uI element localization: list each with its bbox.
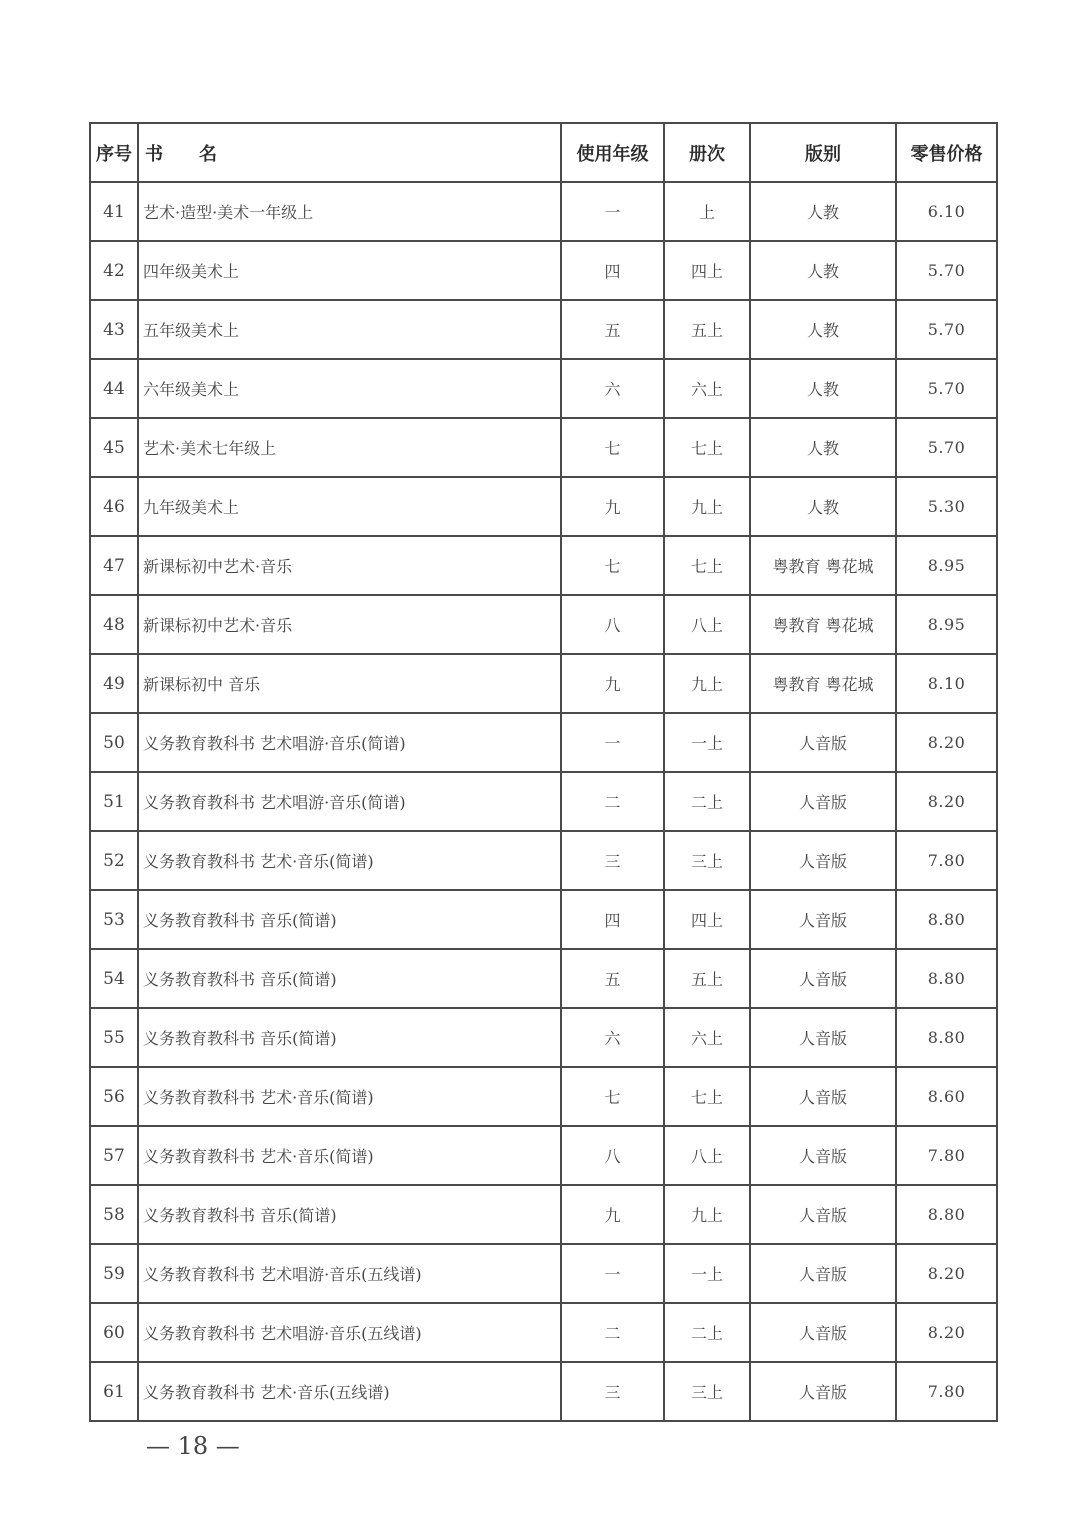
- cell-no: 48: [90, 595, 138, 654]
- cell-no: 45: [90, 418, 138, 477]
- cell-book-name: 义务教育教科书 音乐(简谱): [138, 1185, 561, 1244]
- table-row: [90, 1008, 997, 1067]
- cell-book-name: 义务教育教科书 艺术唱游·音乐(简谱): [138, 772, 561, 831]
- cell-grade: 三: [561, 1362, 664, 1421]
- cell-volume: 七上: [664, 1067, 750, 1126]
- header-no: 序号: [90, 123, 138, 182]
- cell-volume: 三上: [664, 1362, 750, 1421]
- cell-no: 47: [90, 536, 138, 595]
- cell-price: 8.95: [896, 595, 997, 654]
- cell-grade: 九: [561, 477, 664, 536]
- cell-edition: 人教: [750, 418, 896, 477]
- cell-book-name: 义务教育教科书 艺术唱游·音乐(五线谱): [138, 1303, 561, 1362]
- table-row: [90, 1303, 997, 1362]
- cell-edition: 人音版: [750, 1303, 896, 1362]
- cell-volume: 七上: [664, 418, 750, 477]
- cell-edition: 人音版: [750, 949, 896, 1008]
- table-body: [90, 182, 997, 1421]
- cell-price: 8.20: [896, 1303, 997, 1362]
- cell-edition: 人音版: [750, 772, 896, 831]
- cell-edition: 人音版: [750, 890, 896, 949]
- cell-edition: 人教: [750, 477, 896, 536]
- cell-no: 49: [90, 654, 138, 713]
- cell-grade: 二: [561, 1303, 664, 1362]
- table-row: [90, 182, 997, 241]
- cell-price: 7.80: [896, 831, 997, 890]
- table-row: [90, 654, 997, 713]
- cell-no: 44: [90, 359, 138, 418]
- cell-price: 5.70: [896, 241, 997, 300]
- cell-book-name: 六年级美术上: [138, 359, 561, 418]
- cell-no: 60: [90, 1303, 138, 1362]
- cell-edition: 人音版: [750, 1126, 896, 1185]
- cell-edition: 人音版: [750, 1008, 896, 1067]
- cell-volume: 六上: [664, 359, 750, 418]
- cell-volume: 三上: [664, 831, 750, 890]
- cell-no: 50: [90, 713, 138, 772]
- cell-volume: 九上: [664, 654, 750, 713]
- cell-grade: 一: [561, 182, 664, 241]
- table-row: [90, 1126, 997, 1185]
- cell-grade: 四: [561, 890, 664, 949]
- cell-no: 43: [90, 300, 138, 359]
- cell-book-name: 义务教育教科书 艺术·音乐(五线谱): [138, 1362, 561, 1421]
- table-row: [90, 595, 997, 654]
- cell-edition: 人教: [750, 359, 896, 418]
- cell-grade: 八: [561, 595, 664, 654]
- cell-grade: 三: [561, 831, 664, 890]
- cell-edition: 人音版: [750, 831, 896, 890]
- header-edition: 版别: [750, 123, 896, 182]
- header-name: 书 名: [138, 123, 561, 182]
- cell-grade: 九: [561, 654, 664, 713]
- cell-price: 8.20: [896, 1244, 997, 1303]
- cell-price: 8.10: [896, 654, 997, 713]
- cell-volume: 九上: [664, 477, 750, 536]
- cell-edition: 人音版: [750, 713, 896, 772]
- cell-volume: 四上: [664, 241, 750, 300]
- table-row: [90, 1362, 997, 1421]
- cell-book-name: 新课标初中艺术·音乐: [138, 595, 561, 654]
- cell-grade: 一: [561, 1244, 664, 1303]
- cell-edition: 人教: [750, 300, 896, 359]
- table-row: [90, 1244, 997, 1303]
- cell-grade: 一: [561, 713, 664, 772]
- table-row: [90, 477, 997, 536]
- table-row: [90, 300, 997, 359]
- cell-price: 8.80: [896, 949, 997, 1008]
- cell-price: 8.95: [896, 536, 997, 595]
- table-row: [90, 772, 997, 831]
- cell-grade: 四: [561, 241, 664, 300]
- cell-grade: 九: [561, 1185, 664, 1244]
- cell-edition: 粤教育 粤花城: [750, 595, 896, 654]
- table-row: [90, 831, 997, 890]
- cell-price: 8.80: [896, 1185, 997, 1244]
- cell-no: 46: [90, 477, 138, 536]
- cell-price: 8.80: [896, 1008, 997, 1067]
- cell-edition: 粤教育 粤花城: [750, 536, 896, 595]
- cell-price: 5.70: [896, 418, 997, 477]
- cell-edition: 人教: [750, 182, 896, 241]
- cell-price: 7.80: [896, 1126, 997, 1185]
- cell-book-name: 义务教育教科书 音乐(简谱): [138, 1008, 561, 1067]
- cell-book-name: 九年级美术上: [138, 477, 561, 536]
- cell-price: 8.80: [896, 890, 997, 949]
- table-row: [90, 359, 997, 418]
- cell-no: 57: [90, 1126, 138, 1185]
- table-row: [90, 418, 997, 477]
- cell-no: 59: [90, 1244, 138, 1303]
- header-grade: 使用年级: [561, 123, 664, 182]
- page-number: — 18 —: [146, 1432, 240, 1460]
- cell-volume: 上: [664, 182, 750, 241]
- cell-volume: 五上: [664, 300, 750, 359]
- header-volume: 册次: [664, 123, 750, 182]
- cell-volume: 七上: [664, 536, 750, 595]
- textbook-price-table: [89, 122, 998, 1422]
- cell-edition: 人音版: [750, 1362, 896, 1421]
- cell-price: 7.80: [896, 1362, 997, 1421]
- cell-book-name: 艺术·美术七年级上: [138, 418, 561, 477]
- cell-no: 51: [90, 772, 138, 831]
- cell-edition: 人音版: [750, 1185, 896, 1244]
- cell-price: 5.30: [896, 477, 997, 536]
- cell-grade: 六: [561, 1008, 664, 1067]
- cell-book-name: 五年级美术上: [138, 300, 561, 359]
- cell-no: 42: [90, 241, 138, 300]
- cell-volume: 八上: [664, 1126, 750, 1185]
- table-header: [90, 123, 997, 182]
- cell-volume: 一上: [664, 1244, 750, 1303]
- header-price: 零售价格: [896, 123, 997, 182]
- cell-no: 56: [90, 1067, 138, 1126]
- cell-book-name: 义务教育教科书 艺术唱游·音乐(简谱): [138, 713, 561, 772]
- cell-price: 8.20: [896, 713, 997, 772]
- cell-grade: 七: [561, 418, 664, 477]
- cell-no: 54: [90, 949, 138, 1008]
- cell-no: 41: [90, 182, 138, 241]
- cell-no: 53: [90, 890, 138, 949]
- cell-book-name: 新课标初中艺术·音乐: [138, 536, 561, 595]
- cell-no: 58: [90, 1185, 138, 1244]
- cell-edition: 人音版: [750, 1067, 896, 1126]
- cell-grade: 二: [561, 772, 664, 831]
- cell-book-name: 四年级美术上: [138, 241, 561, 300]
- cell-grade: 五: [561, 949, 664, 1008]
- cell-no: 52: [90, 831, 138, 890]
- cell-volume: 二上: [664, 1303, 750, 1362]
- cell-book-name: 义务教育教科书 艺术唱游·音乐(五线谱): [138, 1244, 561, 1303]
- cell-volume: 一上: [664, 713, 750, 772]
- cell-book-name: 义务教育教科书 音乐(简谱): [138, 890, 561, 949]
- cell-price: 8.60: [896, 1067, 997, 1126]
- table-row: [90, 890, 997, 949]
- cell-price: 6.10: [896, 182, 997, 241]
- cell-book-name: 义务教育教科书 艺术·音乐(简谱): [138, 831, 561, 890]
- cell-volume: 八上: [664, 595, 750, 654]
- cell-edition: 人教: [750, 241, 896, 300]
- cell-grade: 七: [561, 536, 664, 595]
- cell-price: 8.20: [896, 772, 997, 831]
- cell-book-name: 义务教育教科书 艺术·音乐(简谱): [138, 1067, 561, 1126]
- cell-no: 61: [90, 1362, 138, 1421]
- cell-edition: 人音版: [750, 1244, 896, 1303]
- table-row: [90, 1067, 997, 1126]
- cell-book-name: 新课标初中 音乐: [138, 654, 561, 713]
- cell-volume: 二上: [664, 772, 750, 831]
- cell-grade: 五: [561, 300, 664, 359]
- table-row: [90, 1185, 997, 1244]
- cell-grade: 七: [561, 1067, 664, 1126]
- table-row: [90, 949, 997, 1008]
- table-row: [90, 713, 997, 772]
- cell-book-name: 义务教育教科书 音乐(简谱): [138, 949, 561, 1008]
- cell-volume: 五上: [664, 949, 750, 1008]
- table-row: [90, 241, 997, 300]
- cell-price: 5.70: [896, 359, 997, 418]
- cell-price: 5.70: [896, 300, 997, 359]
- cell-no: 55: [90, 1008, 138, 1067]
- cell-volume: 四上: [664, 890, 750, 949]
- cell-volume: 六上: [664, 1008, 750, 1067]
- cell-edition: 粤教育 粤花城: [750, 654, 896, 713]
- table-row: [90, 536, 997, 595]
- cell-book-name: 义务教育教科书 艺术·音乐(简谱): [138, 1126, 561, 1185]
- cell-grade: 六: [561, 359, 664, 418]
- header-row: [90, 123, 997, 182]
- cell-book-name: 艺术·造型·美术一年级上: [138, 182, 561, 241]
- cell-grade: 八: [561, 1126, 664, 1185]
- cell-volume: 九上: [664, 1185, 750, 1244]
